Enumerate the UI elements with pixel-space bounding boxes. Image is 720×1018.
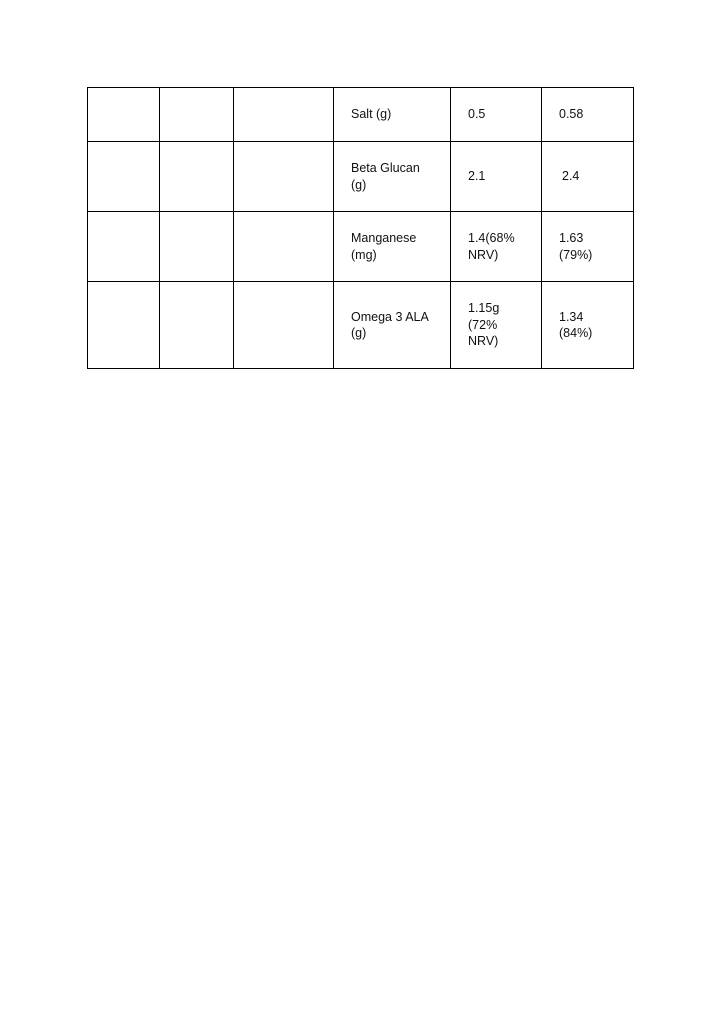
value-1: 0.5: [468, 107, 486, 122]
empty-cell: [88, 142, 160, 212]
empty-cell: [88, 282, 160, 369]
empty-cell: [160, 142, 234, 212]
value-cell: [542, 88, 634, 142]
nutrient-cell: [334, 142, 451, 212]
value-cell: [451, 142, 542, 212]
nutrient-label: Manganese (mg): [351, 231, 417, 262]
nutrient-cell: [334, 282, 451, 369]
nutrient-label: Omega 3 ALA (g): [351, 309, 429, 340]
empty-cell: [160, 282, 234, 369]
empty-cell: [88, 88, 160, 142]
table-row: [88, 282, 634, 369]
nutrition-table: [87, 87, 634, 369]
empty-cell: [234, 212, 334, 282]
value-cell: [542, 142, 634, 212]
value-1: 2.1: [468, 169, 486, 184]
value-2: 2.4: [562, 169, 580, 184]
value-cell: [451, 212, 542, 282]
table-row: [88, 212, 634, 282]
table-row: [88, 142, 634, 212]
value-cell: [542, 282, 634, 369]
nutrient-label: Salt (g): [351, 107, 392, 122]
value-cell: [451, 88, 542, 142]
value-1: 1.15g (72% NRV): [468, 301, 500, 349]
nutrient-cell: [334, 212, 451, 282]
empty-cell: [88, 212, 160, 282]
value-2: 1.63 (79%): [559, 231, 593, 262]
nutrient-cell: [334, 88, 451, 142]
empty-cell: [160, 212, 234, 282]
empty-cell: [160, 88, 234, 142]
empty-cell: [234, 88, 334, 142]
empty-cell: [234, 282, 334, 369]
value-2: 0.58: [559, 107, 584, 122]
empty-cell: [234, 142, 334, 212]
value-1: 1.4(68% NRV): [468, 231, 515, 262]
table-row: [88, 88, 634, 142]
value-cell: [451, 282, 542, 369]
value-2: 1.34 (84%): [559, 309, 593, 340]
nutrient-label: Beta Glucan (g): [351, 161, 420, 192]
value-cell: [542, 212, 634, 282]
